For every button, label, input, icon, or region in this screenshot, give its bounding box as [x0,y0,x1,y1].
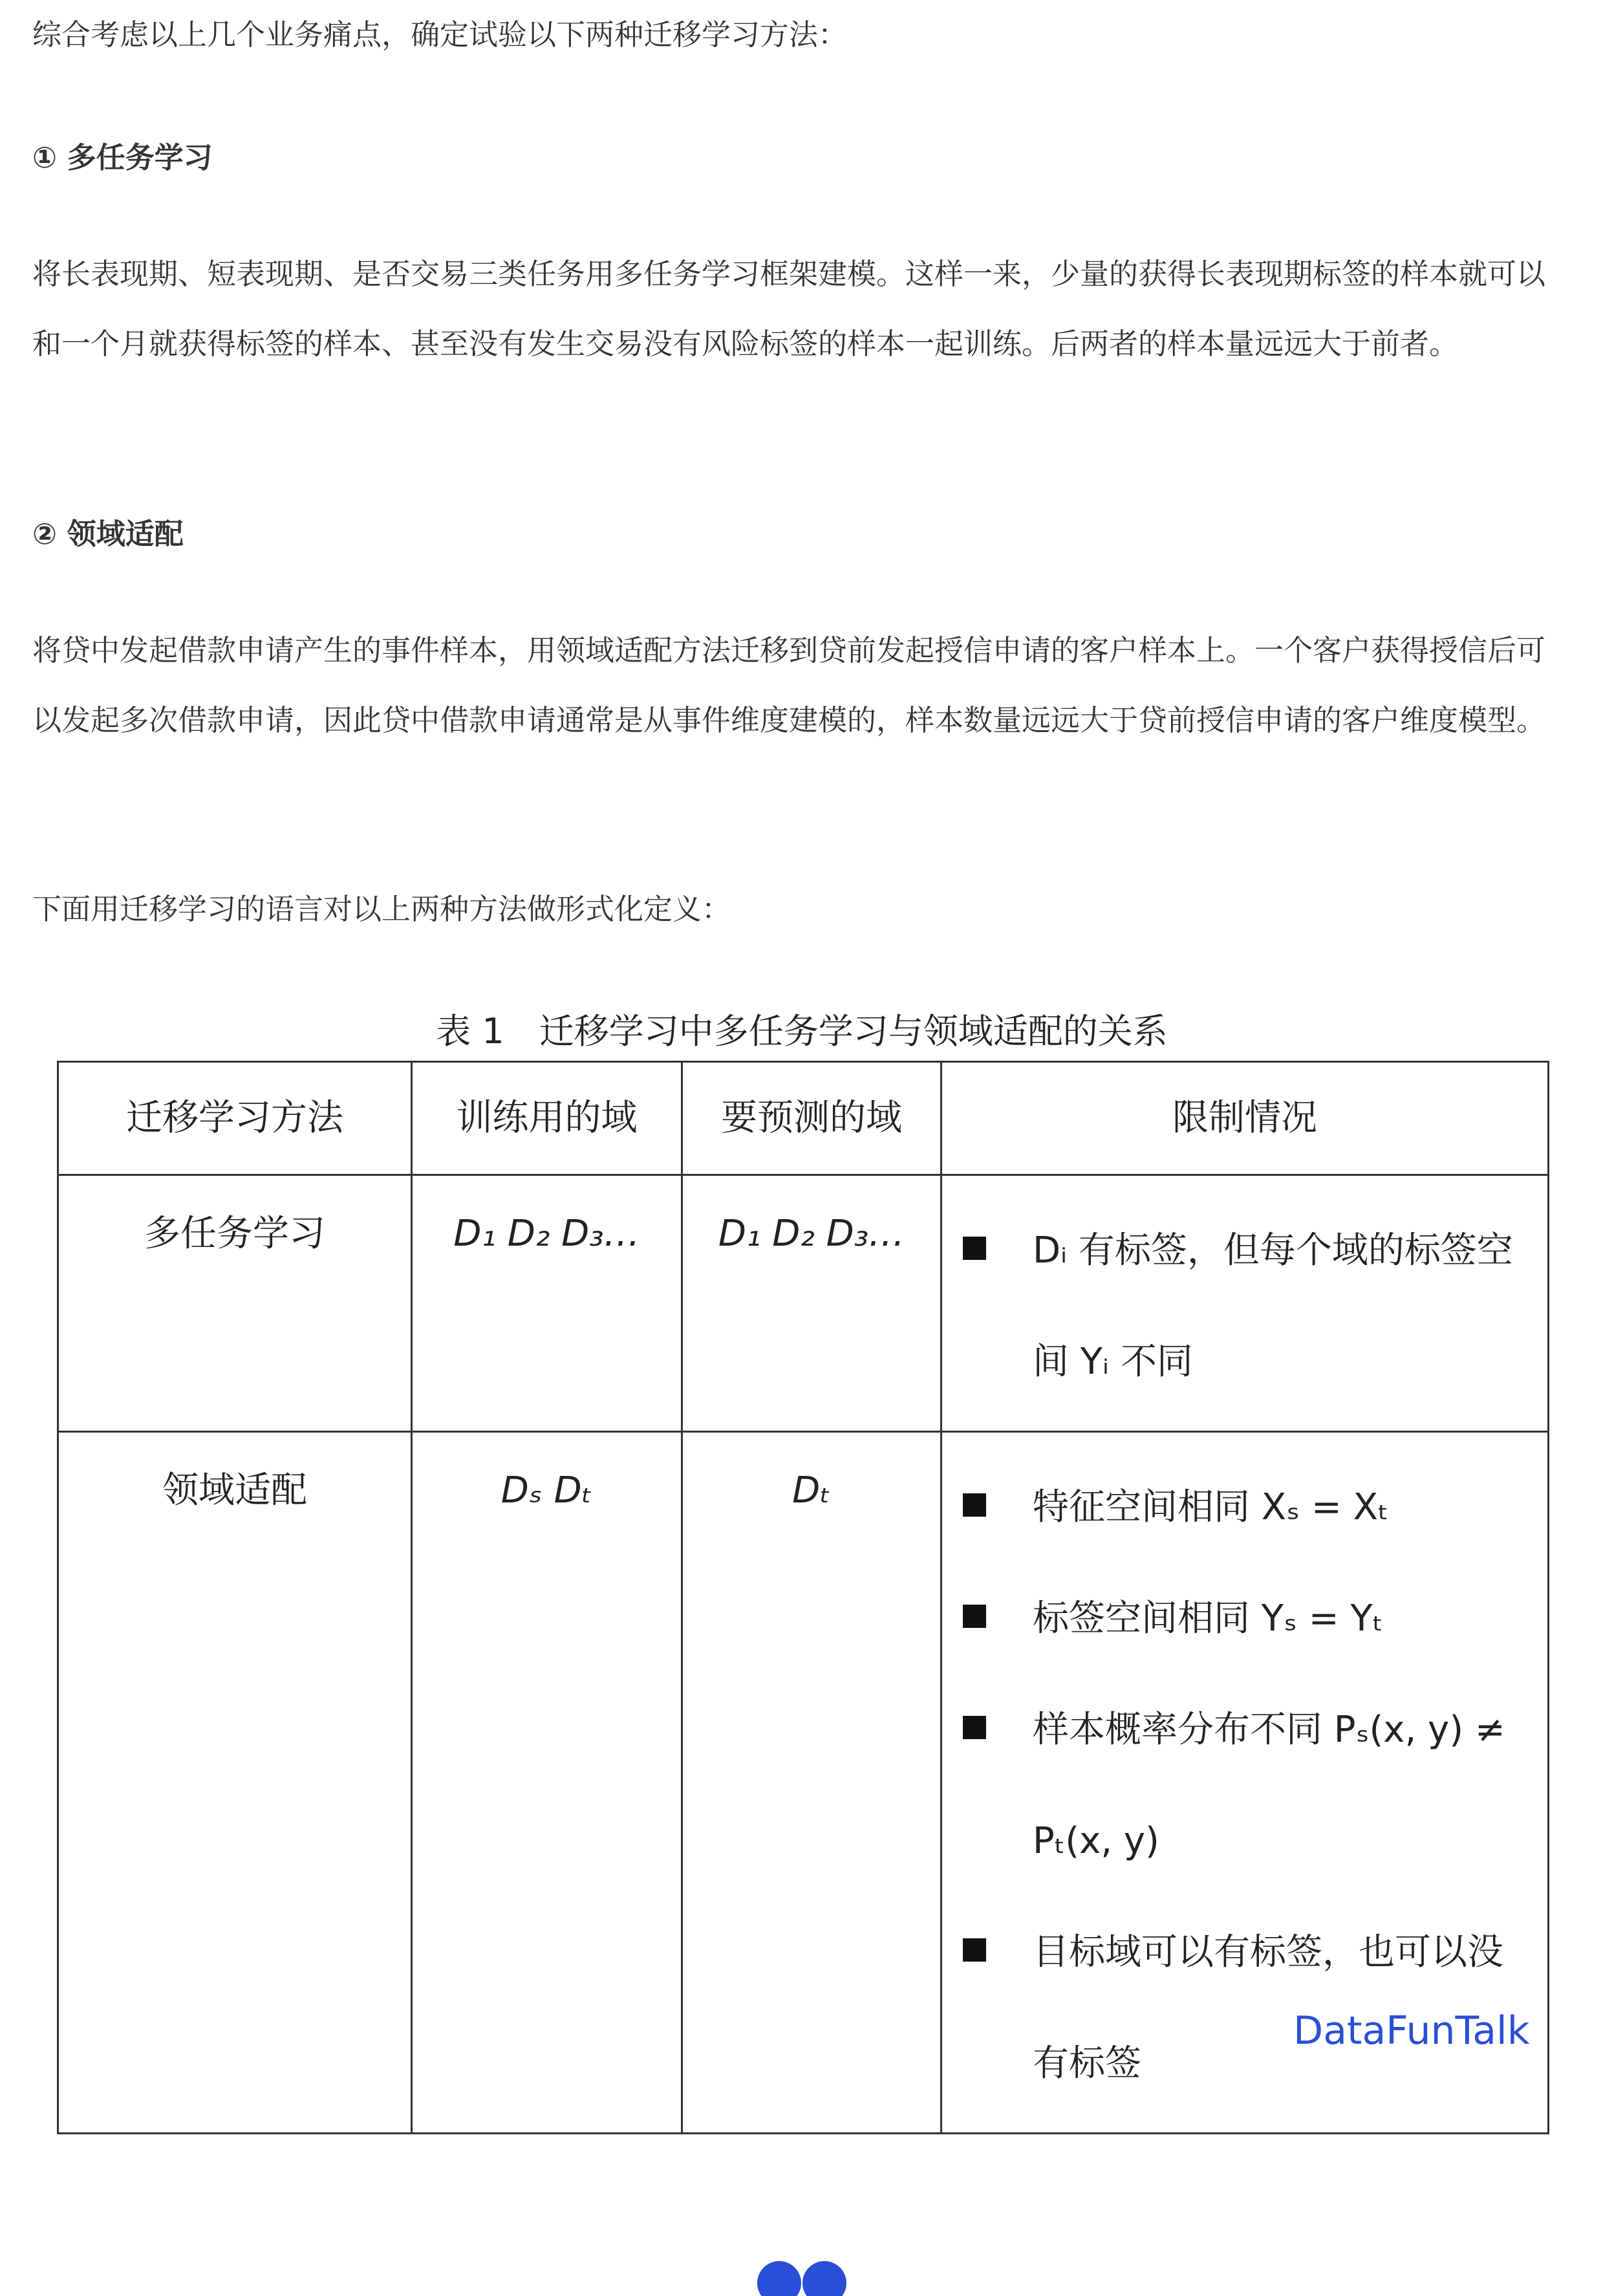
table-row [58,1175,1549,1432]
square-bullet-icon [963,1938,986,1962]
intro-text: 综合考虑以上几个业务痛点，确定试验以下两种迁移学习方法： [32,17,848,52]
table-header-cell: 训练用的域 [412,1062,682,1175]
limit-item: Dᵢ 有标签，但每个域的标签空间 Yᵢ 不同 [962,1195,1532,1418]
train-domain-cell: Dₛ Dₜ [412,1432,682,2134]
relation-table [57,1061,1549,2134]
limit-item: 特征空间相同 Xₛ = Xₜ [962,1452,1532,1563]
limit-item: 样本概率分布不同 Pₛ(x, y) ≠ Pₜ(x, y) [962,1674,1532,1897]
lead-text: 下面用迁移学习的语言对以上两种方法做形式化定义： [32,892,731,926]
square-bullet-icon [963,1605,986,1628]
limit-item: 目标域可以有标签，也可以没有标签 [962,1897,1532,2119]
heading-domain-adaptation: ② 领域适配 [32,517,184,551]
method-cell: 多任务学习 [58,1175,412,1432]
table-caption: 表 1 迁移学习中多任务学习与领域适配的关系 [436,1011,1168,1052]
square-bullet-icon [963,1716,986,1739]
table-header-row [58,1062,1549,1175]
method-cell: 领域适配 [58,1432,412,2134]
quote-mark-icon [744,2244,860,2296]
train-domain-cell: D₁ D₂ D₃… [412,1175,682,1432]
paragraph-domain-adaptation: 将贷中发起借款申请产生的事件样本，用领域适配方法迁移到贷前发起授信申请的客户样本上。一个客户获得授信后可以发起多次借款申请，因此贷中借款申请通常是从事件维度建模的，样本数量远远大于贷前授信申请的客户维度模型。 [32,633,1546,737]
watermark: DataFunTalk [1293,2008,1530,2053]
heading-multitask: ① 多任务学习 [32,140,213,175]
paragraph-multitask: 将长表现期、短表现期、是否交易三类任务用多任务学习框架建模。这样一来，少量的获得长表现期标签的样本就可以和一个月就获得标签的样本、甚至没有发生交易没有风险标签的样本一起训练。后两者的样本量远远大于前者。 [32,257,1546,361]
square-bullet-icon [963,1493,986,1517]
limit-item: 标签空间相同 Yₛ = Yₜ [962,1563,1532,1674]
table-header-cell: 迁移学习方法 [58,1062,412,1175]
table-header-cell: 限制情况 [941,1062,1549,1175]
square-bullet-icon [963,1237,986,1260]
table-header-cell: 要预测的域 [682,1062,941,1175]
predict-domain-cell: Dₜ [682,1432,941,2134]
limits-cell [941,1175,1549,1432]
predict-domain-cell: D₁ D₂ D₃… [682,1175,941,1432]
